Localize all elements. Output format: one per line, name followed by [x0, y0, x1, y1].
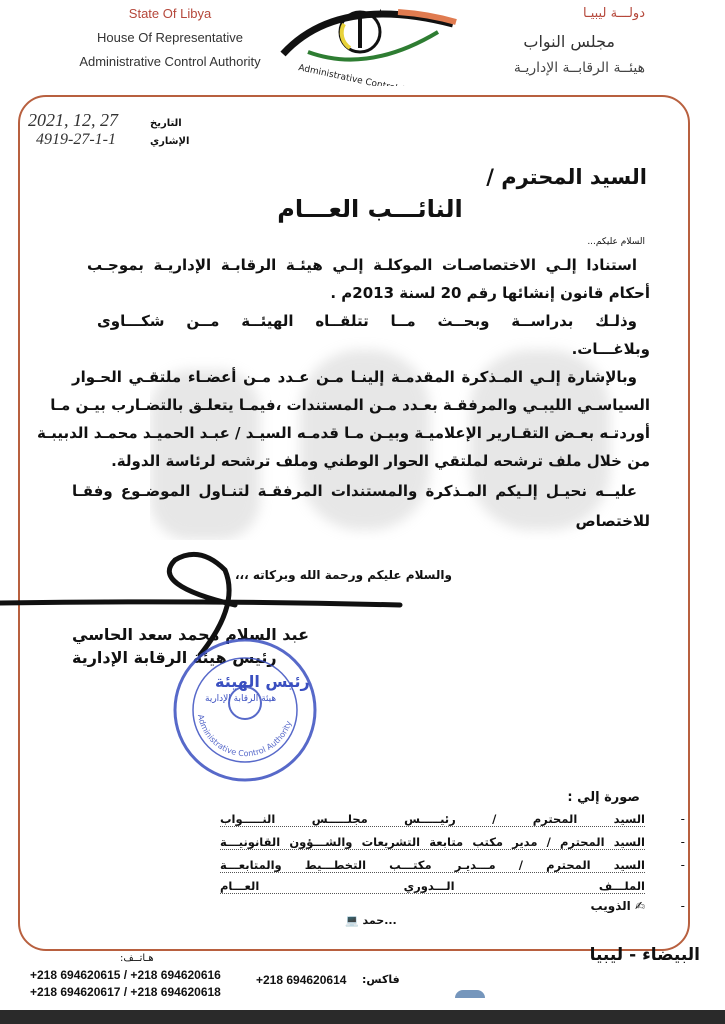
date-label: التاريخ	[150, 118, 182, 129]
bullet: -	[680, 812, 685, 826]
body-line: وذلـك بدراســة وبحــث مــا تتلقــاه الهيئــة مــن شكـــاوى	[97, 312, 637, 330]
copy-recipient: الملـــف الـــدوري العـــام	[220, 879, 645, 893]
body-line: وبالإشارة إلـي المـذكرة المقدمـة إلينـا مـن عـدد مـن أعضـاء ملتقـي الحـوار	[72, 368, 637, 386]
svg-text:★: ★	[376, 8, 385, 19]
copy-recipient: السيد المحترم / رئيـــــس مجلـــــس النـــــواب	[220, 812, 645, 826]
closing: والسلام عليكم ورحمة الله وبركاته ،،،	[235, 568, 452, 582]
body-line: عليــه نحيـل إلـيكم المـذكرة والمستندات المرفقـة لتنـاول الموضـوع وفقـا	[72, 482, 637, 500]
ref-label: الإشاري	[150, 136, 190, 147]
svg-text:Administrative Control Authori: Administrative Control Authority	[297, 63, 442, 86]
phone-label: هـاتــف:	[120, 953, 154, 964]
body-line: أوردتـه بعـض التقـارير الإعلاميـة وبيـن مـا قدمـه السيـد / عبـد الحميـد محمـد الدبيبـة	[36, 424, 650, 442]
body-line: من خلال ملف ترشحه لملتقي الحوار الوطني وملف ترشحه لرئاسة الدولة.	[111, 452, 650, 470]
header-en-house: House Of Representative	[97, 30, 243, 45]
body-line: للاختصاص	[575, 512, 650, 530]
header-ar-house: مجلس النواب	[523, 32, 615, 51]
body-line: السياسـي الليبـي والمرفقـة بعـدد مـن المستندات ،فيمـا يتعلـق بالتضـارب بيـن مـا	[50, 396, 650, 414]
typist-note	[345, 914, 397, 927]
copy-recipient: السيد المحترم / مدير مكتب متابعة التشريعات والشـــؤون القانونيـــة	[220, 835, 645, 849]
phone-numbers-1: +218 694620615 / +218 694620616	[30, 968, 221, 982]
body-line: وبلاغـــات.	[571, 340, 650, 358]
typist-label: ...حمد	[362, 914, 397, 927]
bullet: -	[680, 835, 685, 849]
body-line: أحكام قانون إنشائها رقم 20 لسنة 2013م .	[330, 284, 650, 302]
signatory-name: عبد السلام محمد سعد الحاسي	[72, 625, 309, 644]
bullet: -	[680, 858, 685, 872]
header-ar-authority: هيئــة الرقابــة الإداريـة	[513, 60, 645, 76]
archive-note	[591, 899, 645, 913]
header-en-state: State Of Libya	[128, 6, 212, 21]
ref-value: 4919-27-1-1	[36, 131, 116, 148]
header-ar-state: دولـــة ليبيـا	[582, 6, 645, 21]
stamp-title: رئيس الهيئة	[215, 672, 310, 691]
bottom-bar	[0, 1010, 725, 1024]
copies-title: صورة إلي :	[567, 790, 640, 805]
header-en-authority: Administrative Control Authority	[79, 54, 261, 69]
computer-icon: 💻	[345, 914, 363, 927]
archive-label: الذويب	[590, 899, 631, 913]
pen-icon: ✍	[630, 899, 645, 913]
bullet: -	[680, 899, 685, 913]
stamp-ar-ring: هيئة الرقابة الإدارية	[205, 694, 277, 704]
footer-emblem	[455, 990, 485, 998]
fax-label: فاكس:	[362, 973, 400, 986]
svg-text:Administrative Control Authori: Administrative Control Authority	[195, 713, 294, 759]
greeting: السلام عليكم...	[587, 237, 645, 247]
official-stamp	[168, 635, 323, 785]
copy-recipient: السيد المحترم / مـــديـر مكتـــب التخطـــيط والمتابعـــة	[220, 858, 645, 872]
footer-city: البيضاء - ليبيا	[589, 945, 700, 965]
fax-number: +218 694620614	[256, 973, 347, 987]
authority-logo	[278, 4, 458, 86]
addressee: النائـــب العـــام	[277, 195, 463, 223]
body-line: استنادا إلـي الاختصاصـات الموكلـة إلـي هيئـة الرقابـة الإداريـة بموجـب	[87, 256, 637, 274]
phone-numbers-2: +218 694620617 / +218 694620618	[30, 985, 221, 999]
date-value: 2021, 12, 27	[28, 110, 118, 130]
signatory-title: رئيس هيئة الرقابة الإدارية	[72, 648, 277, 667]
salutation: السيد المحترم /	[486, 165, 647, 189]
